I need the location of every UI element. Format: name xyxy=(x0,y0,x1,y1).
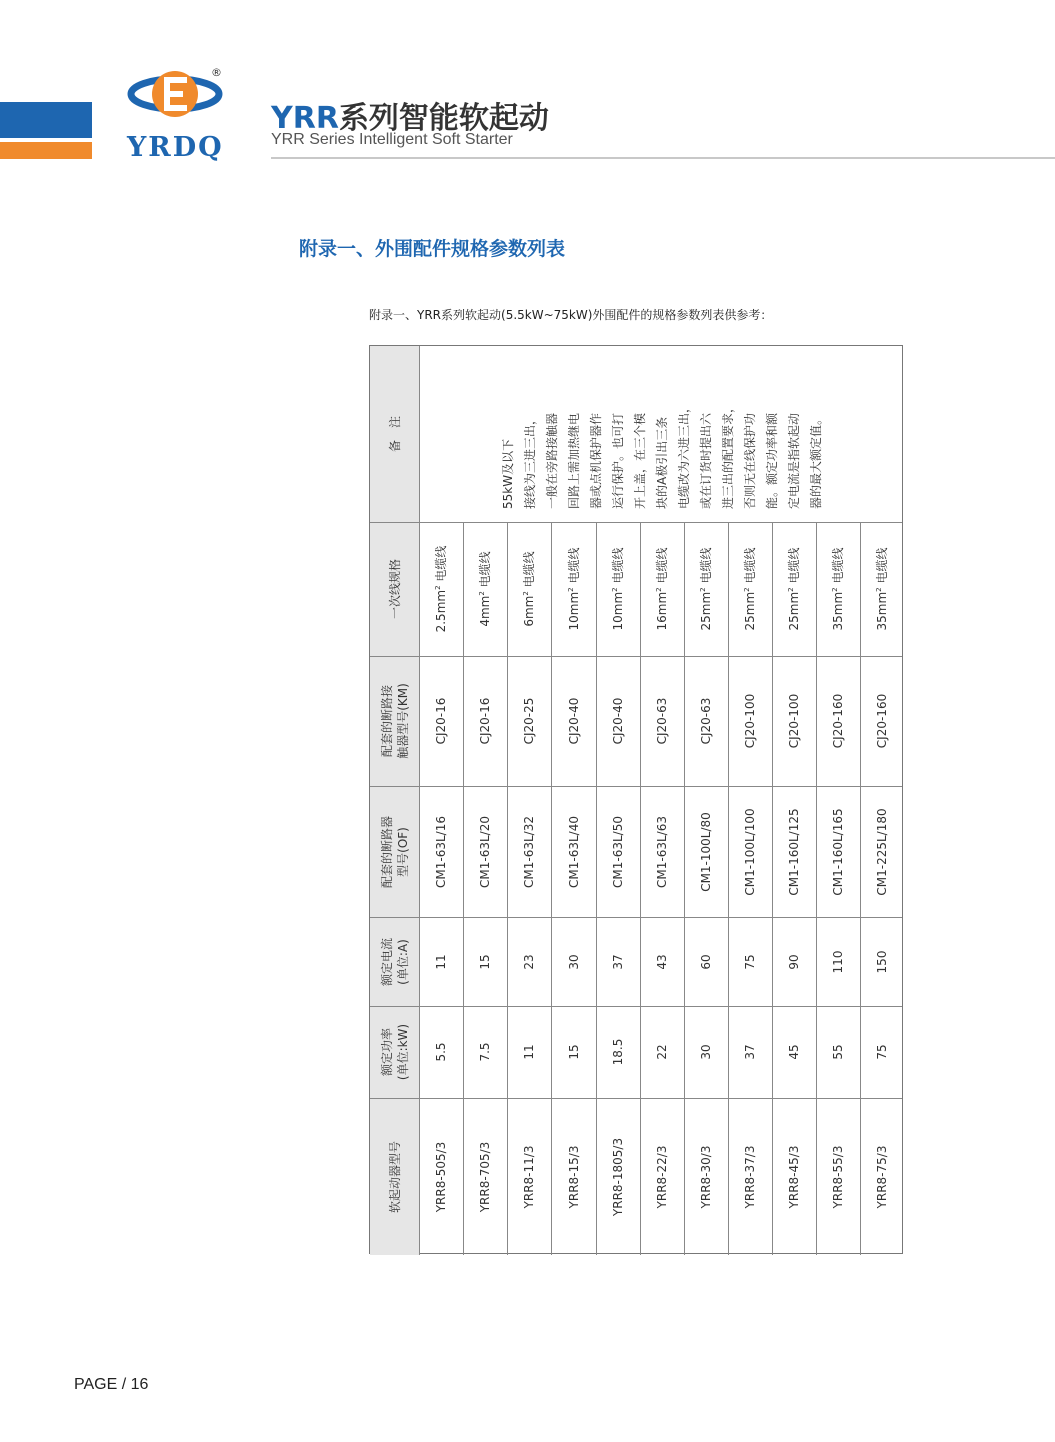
table-cell-power xyxy=(860,1006,904,1098)
cable-size: 2.5mm xyxy=(433,589,448,633)
table-cell-model xyxy=(860,1098,904,1255)
table-cell-text: CM1-160L/125 xyxy=(786,807,801,896)
cable-unit: 电缆线 xyxy=(786,547,801,584)
table-cell-text: 5.5 xyxy=(433,1042,448,1062)
table-cell-text: 150 xyxy=(874,950,889,973)
table-cell-cable xyxy=(419,522,463,656)
table-note-line: 回路上需加热继电 xyxy=(566,412,581,509)
table-cell-contactor xyxy=(507,656,551,786)
table-cell-text: CM1-63L/20 xyxy=(477,815,492,888)
cable-size: 10mm xyxy=(566,591,581,631)
cable-superscript: 2 xyxy=(786,587,795,592)
table-note-line: 开上盖，在三个模 xyxy=(632,412,647,509)
cable-size: 25mm xyxy=(786,591,801,631)
table-cell-current xyxy=(551,917,596,1006)
table-cell-contactor xyxy=(684,656,728,786)
table-cell-text xyxy=(742,548,758,631)
table-cell-text: CM1-63L/40 xyxy=(566,815,581,888)
table-cell-breaker xyxy=(772,786,816,917)
table-cell-power xyxy=(816,1006,860,1098)
table-cell-text: YRR8-22/3 xyxy=(654,1145,669,1208)
table-cell-contactor xyxy=(463,656,507,786)
table-cell-text: YRR8-45/3 xyxy=(786,1145,801,1208)
table-header-contactor xyxy=(370,656,419,786)
table-cell-text: CM1-63L/32 xyxy=(521,815,536,888)
cable-superscript: 2 xyxy=(698,587,707,592)
table-header-line: 配套的断路接 xyxy=(379,685,394,758)
table-cell-text: 30 xyxy=(566,953,581,970)
table-header-line: 额定功率 xyxy=(379,1027,394,1077)
table-cell-power xyxy=(772,1006,816,1098)
table-cell-text: 11 xyxy=(521,1044,536,1060)
cable-superscript: 2 xyxy=(654,587,663,592)
table-cell-model xyxy=(551,1098,596,1255)
cable-superscript: 2 xyxy=(742,587,751,592)
table-cell-text: 30 xyxy=(698,1044,713,1060)
table-cell-text xyxy=(565,548,581,631)
table-note-line: 接线为三进三出， xyxy=(522,412,537,509)
table-cell-text: CJ20-40 xyxy=(610,697,625,745)
table-cell-text xyxy=(698,548,714,631)
page-number: PAGE / 16 xyxy=(74,1376,149,1393)
table-cell-model xyxy=(728,1098,772,1255)
table-cell-text: 15 xyxy=(477,953,492,970)
cable-unit: 电缆线 xyxy=(477,551,492,588)
cable-size: 10mm xyxy=(610,591,625,631)
table-cell-text: 75 xyxy=(742,953,757,970)
table-note-line: 电缆改为六进三出， xyxy=(676,400,691,509)
cable-unit: 电缆线 xyxy=(830,547,845,584)
table-cell-text: YRR8-37/3 xyxy=(742,1145,757,1208)
table-cell-contactor xyxy=(860,656,904,786)
table-cell-model xyxy=(419,1098,463,1255)
cable-unit: 电缆线 xyxy=(610,547,625,584)
table-cell-current xyxy=(772,917,816,1006)
table-cell-power xyxy=(507,1006,551,1098)
spec-table xyxy=(369,345,903,1254)
table-cell-text: 37 xyxy=(610,953,625,970)
table-cell-text: 110 xyxy=(830,950,845,973)
table-header-line: 配套的断路器 xyxy=(379,815,394,888)
cable-superscript: 2 xyxy=(830,587,839,592)
table-cell-breaker xyxy=(507,786,551,917)
table-cell-model xyxy=(463,1098,507,1255)
cable-superscript: 2 xyxy=(610,587,619,592)
section-title: 附录一、外围配件规格参数列表 xyxy=(299,238,566,260)
table-cell-text: CJ20-25 xyxy=(521,697,536,745)
table-header-line: 额定电流 xyxy=(379,937,394,986)
table-cell-cable xyxy=(860,522,904,656)
cable-unit: 电缆线 xyxy=(742,547,757,584)
cable-unit: 电缆线 xyxy=(654,547,669,584)
table-cell-cable xyxy=(728,522,772,656)
table-header-label xyxy=(378,815,410,887)
table-cell-text: 18.5 xyxy=(610,1038,625,1066)
table-header-label: 软起动器型号 xyxy=(387,1140,402,1213)
table-cell-contactor xyxy=(596,656,640,786)
table-cell-power xyxy=(596,1006,640,1098)
table-note-line: 或在订货时提出六 xyxy=(698,412,713,509)
table-cell-text: CM1-100L/100 xyxy=(742,807,757,896)
header-orange-bar xyxy=(0,142,92,159)
table-cell-text xyxy=(786,548,802,631)
cable-size: 6mm xyxy=(521,595,536,627)
table-header-cable xyxy=(370,522,419,656)
cable-unit: 电缆线 xyxy=(698,547,713,584)
table-cell-text: CM1-63L/50 xyxy=(610,815,625,888)
cable-size: 25mm xyxy=(698,591,713,631)
table-cell-power xyxy=(463,1006,507,1098)
table-cell-text: YRR8-75/3 xyxy=(874,1145,889,1208)
table-header-current xyxy=(370,917,419,1006)
table-cell-contactor xyxy=(419,656,463,786)
cable-superscript: 2 xyxy=(566,587,575,592)
cable-superscript: 2 xyxy=(477,591,486,596)
table-cell-current xyxy=(463,917,507,1006)
table-cell-breaker xyxy=(419,786,463,917)
table-header-label xyxy=(378,937,410,985)
table-cell-text: CJ20-63 xyxy=(654,697,669,745)
table-note-cell xyxy=(419,346,904,522)
table-cell-text: YRR8-505/3 xyxy=(433,1141,448,1212)
table-cell-contactor xyxy=(728,656,772,786)
table-header-model xyxy=(370,1098,419,1255)
table-cell-text: CM1-63L/16 xyxy=(433,815,448,888)
table-cell-text: CM1-160L/165 xyxy=(830,807,845,896)
table-header-label: 一次线规格 xyxy=(387,558,402,620)
table-cell-text: YRR8-30/3 xyxy=(698,1145,713,1208)
table-cell-breaker xyxy=(463,786,507,917)
table-cell-text: CJ20-160 xyxy=(874,693,889,749)
table-cell-text: CM1-63L/63 xyxy=(654,815,669,888)
table-note-line: 器的最大额定值。 xyxy=(808,412,823,509)
table-cell-breaker xyxy=(596,786,640,917)
table-cell-text: 45 xyxy=(786,1044,801,1060)
table-cell-text: 55 xyxy=(830,1044,845,1060)
table-cell-current xyxy=(860,917,904,1006)
table-cell-cable xyxy=(816,522,860,656)
table-cell-text: 90 xyxy=(786,953,801,970)
header-divider xyxy=(271,157,1055,159)
table-cell-text: YRR8-11/3 xyxy=(521,1145,536,1208)
table-cell-model xyxy=(507,1098,551,1255)
table-cell-breaker xyxy=(816,786,860,917)
table-cell-text xyxy=(654,548,670,631)
table-cell-text: CJ20-100 xyxy=(786,693,801,749)
table-cell-text xyxy=(477,551,493,626)
table-cell-current xyxy=(684,917,728,1006)
table-note-line: 一般在旁路接触器 xyxy=(544,412,559,509)
table-note-line: 进三出的配置要求， xyxy=(720,400,735,509)
table-note-line: 块的A极引出三条 xyxy=(654,416,669,509)
table-cell-text xyxy=(521,551,537,626)
table-cell-text: CJ20-16 xyxy=(433,697,448,745)
cable-size: 4mm xyxy=(477,595,492,627)
table-note-line: 否则无在线保护功 xyxy=(742,412,757,509)
table-cell-text: CJ20-16 xyxy=(477,697,492,745)
table-header-label xyxy=(378,1024,410,1080)
table-note-line: 器或点机保护器作 xyxy=(588,412,603,509)
table-cell-current xyxy=(816,917,860,1006)
table-cell-text xyxy=(830,548,846,631)
table-note-line: 运行保护。也可打 xyxy=(610,412,625,509)
table-cell-current xyxy=(640,917,684,1006)
cable-unit: 电缆线 xyxy=(433,545,448,582)
cable-size: 25mm xyxy=(742,591,757,631)
page-header-subtitle: YRR Series Intelligent Soft Starter xyxy=(271,131,513,148)
table-cell-model xyxy=(772,1098,816,1255)
table-cell-text: 43 xyxy=(654,953,669,970)
table-cell-text: 75 xyxy=(874,1044,889,1060)
table-note-line: 55kW及以下 xyxy=(500,438,515,509)
table-cell-text xyxy=(874,548,890,631)
table-cell-text: YRR8-55/3 xyxy=(830,1145,845,1208)
table-cell-text xyxy=(433,546,449,633)
table-cell-text: 15 xyxy=(566,1044,581,1060)
table-cell-cable xyxy=(463,522,507,656)
table-note-line: 定电流是指软起动 xyxy=(786,412,801,509)
logo-text: YRDQ xyxy=(127,132,224,163)
table-cell-cable xyxy=(640,522,684,656)
table-cell-power xyxy=(728,1006,772,1098)
table-cell-current xyxy=(507,917,551,1006)
table-cell-current xyxy=(728,917,772,1006)
table-cell-power xyxy=(684,1006,728,1098)
table-cell-current xyxy=(419,917,463,1006)
table-cell-cable xyxy=(507,522,551,656)
table-header-breaker xyxy=(370,786,419,917)
table-cell-breaker xyxy=(684,786,728,917)
table-caption: 附录一、YRR系列软起动(5.5kW~75kW)外围配件的规格参数列表供参考： xyxy=(369,308,773,322)
table-cell-contactor xyxy=(551,656,596,786)
table-cell-cable xyxy=(596,522,640,656)
table-cell-power xyxy=(640,1006,684,1098)
cable-superscript: 2 xyxy=(521,591,530,596)
cable-unit: 电缆线 xyxy=(521,551,536,588)
table-cell-breaker xyxy=(728,786,772,917)
cable-size: 35mm xyxy=(874,591,889,631)
table-note-text xyxy=(497,359,827,509)
table-cell-power xyxy=(551,1006,596,1098)
table-cell-text: YRR8-1805/3 xyxy=(610,1137,625,1216)
table-cell-contactor xyxy=(772,656,816,786)
table-header-line: (单位:A) xyxy=(395,938,410,985)
cable-superscript: 2 xyxy=(433,585,442,590)
table-header-power xyxy=(370,1006,419,1098)
table-cell-contactor xyxy=(640,656,684,786)
table-header-label: 备 注 xyxy=(387,415,402,453)
table-cell-model xyxy=(684,1098,728,1255)
cable-size: 16mm xyxy=(654,591,669,631)
header-brand: YRR xyxy=(271,101,339,136)
table-header-note xyxy=(370,346,419,522)
table-cell-breaker xyxy=(860,786,904,917)
table-cell-contactor xyxy=(816,656,860,786)
registered-mark: ® xyxy=(211,66,222,79)
table-cell-current xyxy=(596,917,640,1006)
table-header-line: 型号(OF) xyxy=(395,826,410,877)
table-cell-text: 7.5 xyxy=(477,1042,492,1062)
table-cell-text xyxy=(610,548,626,631)
table-cell-cable xyxy=(772,522,816,656)
table-note-line: 能。额定功率和额 xyxy=(764,412,779,509)
table-header-line: 触器型号(KM) xyxy=(395,683,410,759)
table-cell-text: CJ20-63 xyxy=(698,697,713,745)
table-cell-text: 37 xyxy=(742,1044,757,1060)
table-cell-breaker xyxy=(551,786,596,917)
table-cell-cable xyxy=(684,522,728,656)
table-cell-power xyxy=(419,1006,463,1098)
table-cell-model xyxy=(816,1098,860,1255)
header-blue-bar xyxy=(0,102,92,138)
table-header-line: (单位:kW) xyxy=(395,1023,410,1081)
table-cell-text: CJ20-160 xyxy=(830,693,845,749)
table-cell-text: 11 xyxy=(433,953,448,970)
table-cell-text: CJ20-40 xyxy=(566,697,581,745)
table-cell-cable xyxy=(551,522,596,656)
cable-size: 35mm xyxy=(830,591,845,631)
table-cell-text: YRR8-15/3 xyxy=(566,1145,581,1208)
cable-superscript: 2 xyxy=(874,587,883,592)
table-cell-text: CJ20-100 xyxy=(742,693,757,749)
cable-unit: 电缆线 xyxy=(566,547,581,584)
table-cell-breaker xyxy=(640,786,684,917)
table-cell-model xyxy=(596,1098,640,1255)
table-header-label xyxy=(378,683,410,759)
table-cell-text: 22 xyxy=(654,1044,669,1060)
table-cell-text: CM1-100L/80 xyxy=(698,811,713,892)
header-title-text: 系列智能软起动 xyxy=(338,101,549,136)
table-cell-text: CM1-225L/180 xyxy=(874,807,889,896)
table-cell-text: 23 xyxy=(521,953,536,970)
table-cell-model xyxy=(640,1098,684,1255)
table-cell-text: 60 xyxy=(698,953,713,970)
table-cell-text: YRR8-705/3 xyxy=(477,1141,492,1212)
cable-unit: 电缆线 xyxy=(874,547,889,584)
